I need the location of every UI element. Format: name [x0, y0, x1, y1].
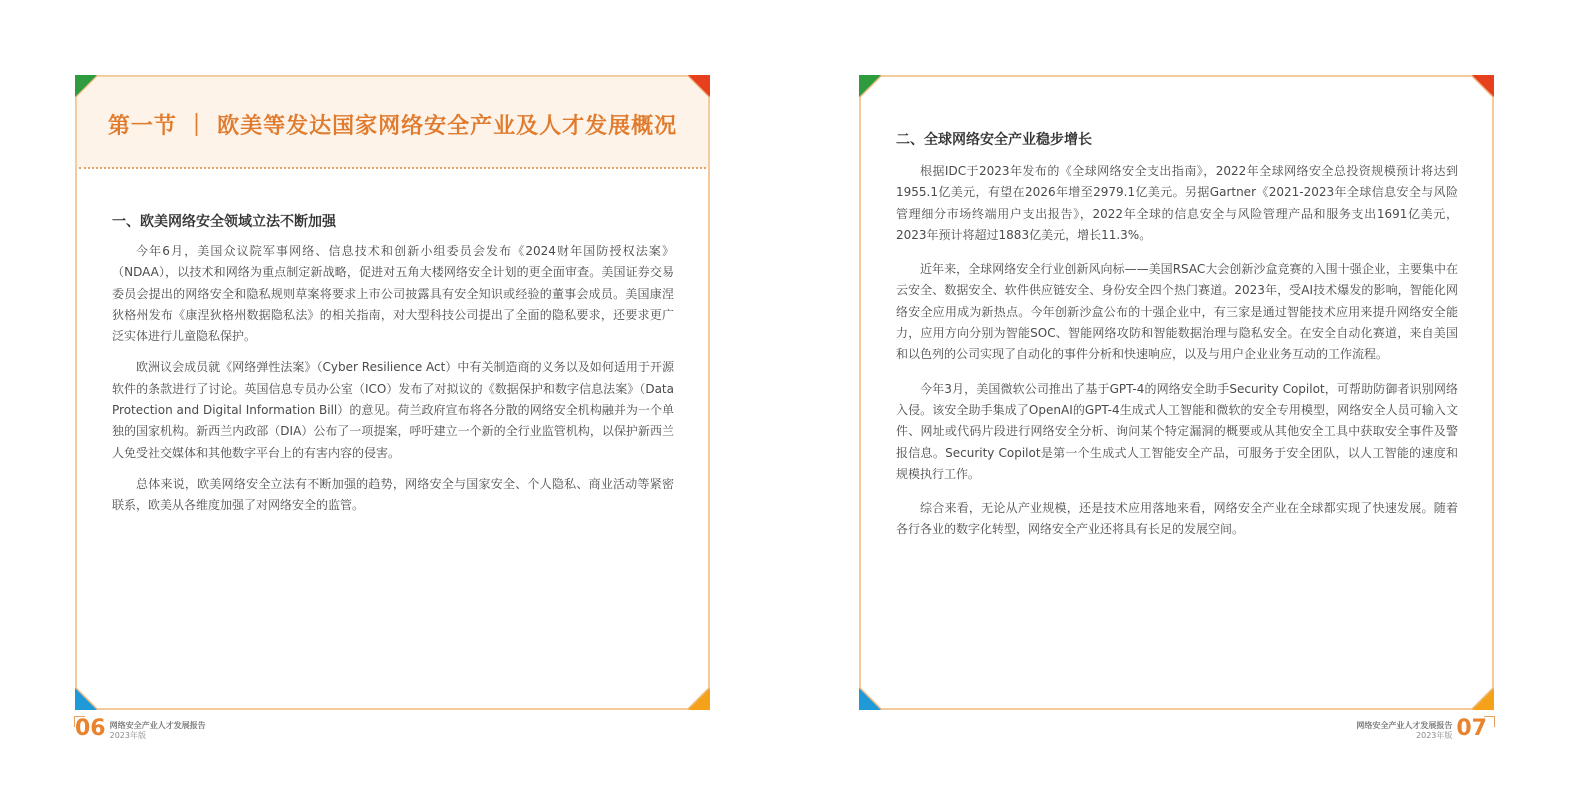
paragraph: 欧洲议会成员就《网络弹性法案》（Cyber Resilience Act）中有关制造商的义务以及如何适用于开源软件的条款进行了讨论。英国信息专员办公室（ICO）发布了对拟议的《数据保护和数字信息法案》（Data Protection and Digital Information Bill）的意见。荷兰政府宣布将各分散的网络安全机构融并为一个单独的国家机构。新西兰内政部（DIA）公布了一项提案，呼吁建立一个新的全行业监管机构，以保护新西兰人免受社交媒体和其他数字平台上的有害内容的侵害。: [112, 360, 674, 460]
paragraph: 今年6月，美国众议院军事网络、信息技术和创新小组委员会发布《2024财年国防授权法案》（NDAA），以技术和网络为重点制定新战略，促进对五角大楼网络安全计划的更全面审查。美国证券交易委员会提出的网络安全和隐私规则草案将要求上市公司披露具有安全知识或经验的董事会成员。美国康涅狄格州发布《康涅狄格州数据隐私法》的相关指南，对大型科技公司提出了全面的隐私要求，还要求更广泛实体进行儿童隐私保护。: [112, 244, 674, 344]
footer-report-title: 网络安全产业人才发展报告: [109, 721, 206, 730]
right-footer: [1356, 717, 1487, 741]
corner-red-triangle: [1472, 75, 1494, 97]
subheading: 一、欧美网络安全领域立法不断加强: [112, 214, 336, 230]
right-page: [859, 75, 1494, 710]
subheading: 二、全球网络安全产业稳步增长: [896, 132, 1092, 148]
page-number: 07: [1456, 716, 1487, 741]
corner-yellow-triangle: [1472, 688, 1494, 710]
corner-green-triangle: [859, 75, 881, 97]
footer-edition: 2023年版: [109, 731, 146, 740]
right-page-content: [896, 129, 1458, 551]
paragraph: 总体来说，欧美网络安全立法有不断加强的趋势，网络安全与国家安全、个人隐私、商业活动等紧密联系，欧美从各维度加强了对网络安全的监管。: [112, 476, 674, 513]
left-page-content: [112, 211, 674, 527]
paragraph: 综合来看，无论从产业规模，还是技术应用落地来看，网络安全产业在全球都实现了快速发展。随着各行各业的数字化转型，网络安全产业还将具有长足的发展空间。: [896, 501, 1458, 537]
left-footer: [75, 717, 206, 741]
paragraph: 近年来，全球网络安全行业创新风向标——美国RSAC大会创新沙盒竞赛的入围十强企业，主要集中在云安全、数据安全、软件供应链安全、身份安全四个热门赛道。2023年，受AI技术爆发的影响，智能化网络安全应用成为新热点。今年创新沙盒公布的十强企业中，有三家是通过智能技术应用来提升网络安全能力，应用方向分别为智能SOC、智能网络攻防和智能数据治理与隐私安全。在安全自动化赛道，来自美国和以色列的公司实现了自动化的事件分析和快速响应，以及与用户企业业务互动的工作流程。: [896, 262, 1458, 362]
footer-report-title: 网络安全产业人才发展报告: [1356, 721, 1453, 730]
footer-edition: 2023年版: [1416, 731, 1453, 740]
left-page: [75, 75, 710, 710]
footer-caption: [110, 721, 206, 741]
corner-blue-triangle: [75, 688, 97, 710]
section-header: [76, 76, 709, 168]
page-number: 06: [75, 716, 106, 741]
corner-blue-triangle: [859, 688, 881, 710]
section-title: 第一节 ｜ 欧美等发达国家网络安全产业及人才发展概况: [107, 113, 678, 139]
paragraph: 今年3月，美国微软公司推出了基于GPT-4的网络安全助手Security Copilot，可帮助防御者识别网络入侵。该安全助手集成了OpenAI的GPT-4生成式人工智能和微软的安全专用模型，网络安全人员可输入文件、网址或代码片段进行网络安全分析、询问某个特定漏洞的概要或从其他安全工具中获取安全事件及警报信息。Security Copilot是第一个生成式人工智能安全产品，可服务于安全团队，以人工智能的速度和规模执行工作。: [896, 381, 1458, 481]
corner-yellow-triangle: [688, 688, 710, 710]
paragraph: 根据IDC于2023年发布的《全球网络安全支出指南》，2022年全球网络安全总投资规模预计将达到1955.1亿美元，有望在2026年增至2979.1亿美元。另据Gartner《2021-2023年全球信息安全与风险管理细分市场终端用户支出报告》，2022年全球的信息安全与风险管理产品和服务支出1691亿美元，2023年预计将超过1883亿美元，增长11.3%。: [896, 164, 1458, 242]
footer-caption: [1356, 721, 1452, 741]
dotted-divider: [79, 167, 706, 169]
